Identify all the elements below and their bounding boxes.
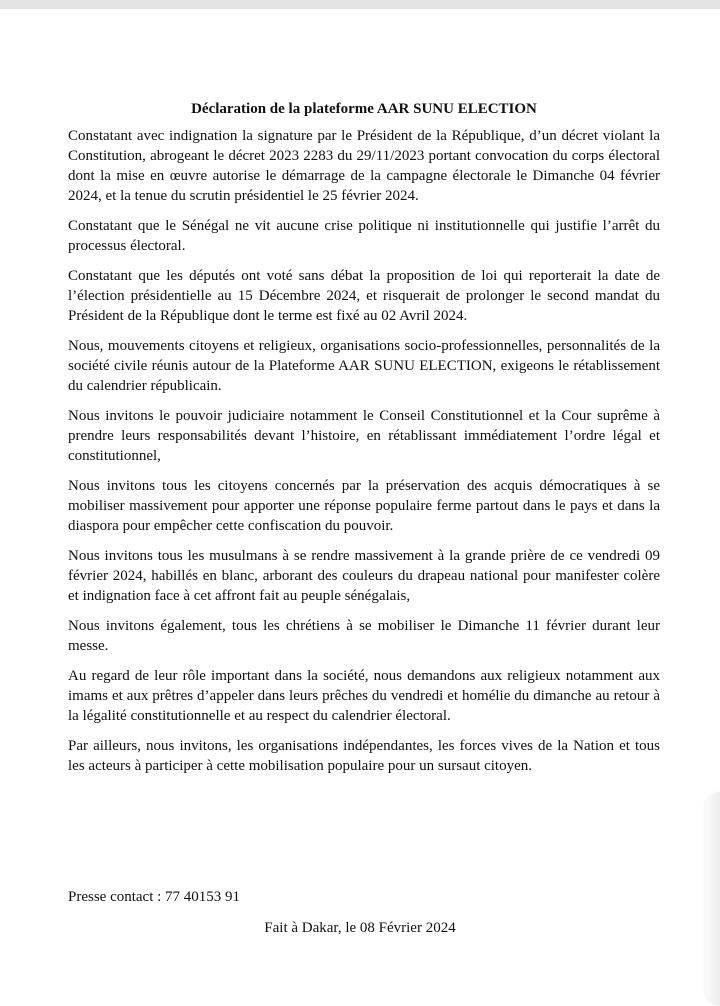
paragraph-1: Constatant avec indignation la signature par le Président de la République, d’un décret violant la Constitution, abrogeant le décret 2023 2283 du 29/11/2023 portant convocation du corps électoral dont la mise en œuvre autorise le démarrage de la campagne électorale le Dimanche 04 février 2024, et la tenue du scrutin présidentiel le 25 février 2024. [68, 128, 660, 204]
paragraph-6: Nous invitons tous les citoyens concernés par la préservation des acquis démocratiques à se mobiliser massivement pour apporter une réponse populaire ferme partout dans le pays et dans la diaspora pour empêcher cette confiscation du pouvoir. [68, 478, 660, 534]
paragraph-2: Constatant que le Sénégal ne vit aucune crise politique ni institutionnelle qui justifie l’arrêt du processus électoral. [68, 218, 660, 254]
paragraph-7: Nous invitons tous les musulmans à se rendre massivement à la grande prière de ce vendredi 09 février 2024, habillés en blanc, arborant des couleurs du drapeau national pour manifester colère et indignation face à cet affront fait au peuple sénégalais, [68, 548, 660, 604]
scroll-edge-handle[interactable] [706, 792, 720, 1006]
paragraph-5: Nous invitons le pouvoir judiciaire notamment le Conseil Constitutionnel et la Cour suprême à prendre leurs responsabilités devant l’histoire, en rétablissant immédiatement l’ordre légal et constitutionnel, [68, 408, 660, 464]
document-page [68, 99, 660, 786]
paragraph-4: Nous, mouvements citoyens et religieux, organisations socio-professionnelles, personnalités de la société civile réunis autour de la Plateforme AAR SUNU ELECTION, exigeons le rétablissement du calendrier républicain. [68, 338, 660, 394]
paragraph-10: Par ailleurs, nous invitons, les organisations indépendantes, les forces vives de la Nation et tous les acteurs à participer à cette mobilisation populaire pour un sursaut citoyen. [68, 738, 660, 774]
paragraph-9: Au regard de leur rôle important dans la société, nous demandons aux religieux notamment aux imams et aux prêtres d’appeler dans leurs prêches du vendredi et homélie du dimanche au retour à la légalité constitutionnelle et au respect du calendrier électoral. [68, 668, 660, 724]
paragraph-3: Constatant que les députés ont voté sans débat la proposition de loi qui reporterait la date de l’élection présidentielle au 15 Décembre 2024, et risquerait de prolonger le second mandat du Président de la République dont le terme est fixé au 02 Avril 2024. [68, 268, 660, 324]
place-date-line: Fait à Dakar, le 08 Février 2024 [264, 920, 456, 936]
top-bar [0, 0, 720, 9]
paragraph-8: Nous invitons également, tous les chrétiens à se mobiliser le Dimanche 11 février durant leur messe. [68, 618, 660, 654]
document-title: Déclaration de la plateforme AAR SUNU ELECTION [191, 101, 537, 117]
press-contact: Presse contact : 77 40153 91 [68, 889, 241, 905]
